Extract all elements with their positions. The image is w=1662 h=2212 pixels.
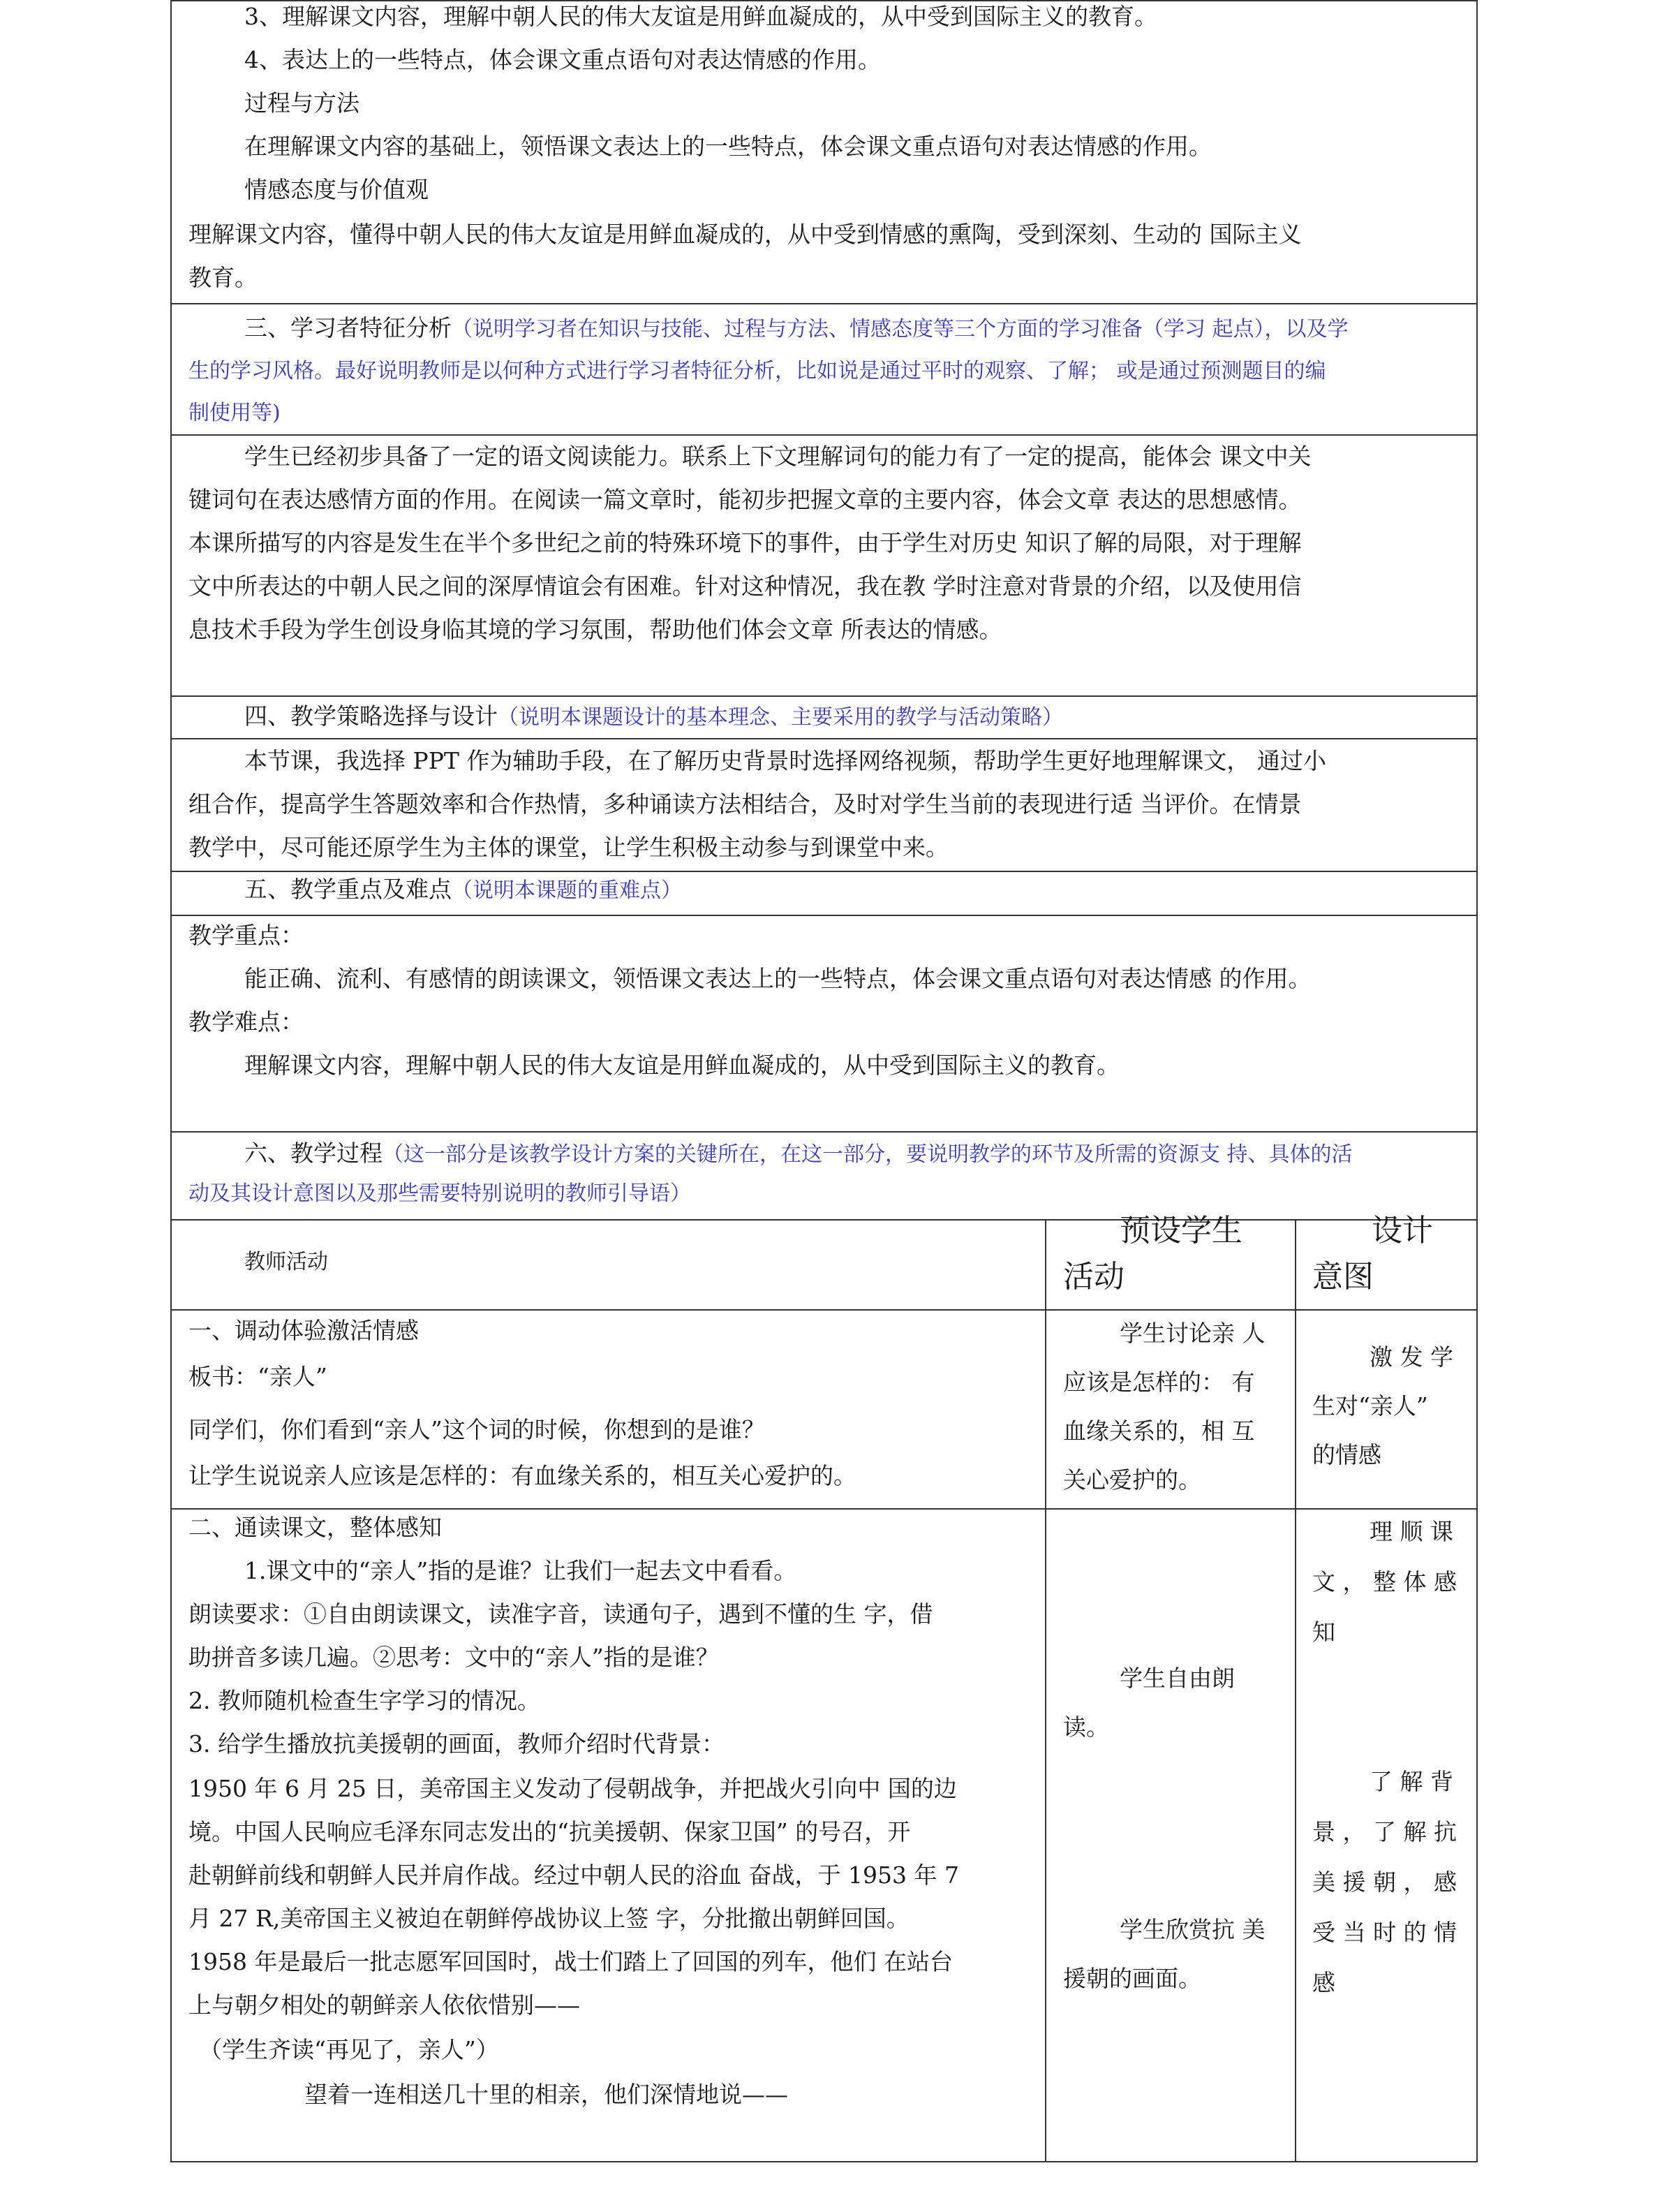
student-activity-line: 学生自由朗 [1120,1665,1235,1692]
column-divider [1045,1219,1046,2162]
teacher-activity-line: 3. 给学生播放抗美援朝的画面，教师介绍时代背景： [188,1730,725,1757]
teacher-activity-line: 境。中国人民响应毛泽东同志发出的“抗美援朝、保家卫国” 的号召，开 [188,1818,911,1845]
divider [170,695,1478,697]
difficult-point-label: 教学难点： [188,1008,304,1035]
student-activity-line: 应该是怎样的： 有 [1063,1369,1255,1396]
divider [170,1219,1478,1221]
design-intent-line: 生对“亲人” [1312,1392,1428,1420]
student-activity-line: 读。 [1063,1713,1109,1741]
section-note: （这一部分是该教学设计方案的关键所在，在这一部分，要说明教学的环节及所需的资源支 持、具体的活 [383,1142,1353,1167]
divider [170,1309,1478,1311]
design-intent-line: 景 ， 了 解 抗 [1312,1818,1457,1845]
section-4-heading [244,701,1063,733]
divider [170,434,1478,436]
student-activity-line: 血缘关系的，相 互 [1063,1417,1255,1445]
column-header-student: 活动 [1063,1259,1125,1295]
divider [170,1131,1478,1133]
column-header-teacher: 教师活动 [244,1250,328,1274]
section-title: 四、教学策略选择与设计 [244,702,498,730]
objective-line: 教育。 [188,264,258,291]
teacher-activity-line: 月 27 R,美帝国主义被迫在朝鲜停战协议上签 字，分批撤出朝鲜回国。 [188,1905,910,1932]
teacher-activity-line: 让学生说说亲人应该是怎样的：有血缘关系的，相互关心爱护的。 [188,1462,856,1489]
objective-heading: 过程与方法 [244,89,359,117]
column-header-student: 预设学生 [1120,1213,1242,1248]
divider [170,738,1478,739]
student-activity-line: 学生讨论亲 人 [1120,1320,1266,1347]
teacher-activity-line: 助拼音多读几遍。②思考：文中的“亲人”指的是谁？ [188,1644,719,1671]
objective-heading: 情感态度与价值观 [244,176,429,203]
teacher-activity-line: 朗读要求：①自由朗读课文，读准字音，读通句子，遇到不懂的生 字，借 [188,1600,933,1628]
teacher-activity-line: 1958 年是最后一批志愿军回国时，战士们踏上了回国的列车，他们 在站台 [188,1948,953,1975]
paragraph-line: 本节课，我选择 PPT 作为辅助手段，在了解历史背景时选择网络视频，帮助学生更好地理解课文， 通过小 [244,747,1326,774]
objective-line: 在理解课文内容的基础上，领悟课文表达上的一些特点，体会课文重点语句对表达情感的作用。 [244,133,1212,160]
teacher-activity-line: 二、通读课文，整体感知 [188,1514,442,1541]
divider [170,303,1478,304]
design-intent-line: 激 发 学 [1370,1343,1453,1371]
student-activity-line: 学生欣赏抗 美 [1120,1916,1266,1943]
section-note: （说明本课题的重难点） [452,878,682,903]
design-intent-line: 的情感 [1312,1441,1381,1468]
section-3-heading [244,313,1349,345]
column-divider [1295,1219,1296,2162]
paragraph-line: 教学中，尽可能还原学生为主体的课堂，让学生积极主动参与到课堂中来。 [188,834,949,861]
divider [170,915,1478,916]
paragraph-line: 息技术手段为学生创设身临其境的学习氛围，帮助他们体会文章 所表达的情感。 [188,616,1002,643]
teacher-activity-line: 板书：“亲人” [188,1363,327,1390]
teacher-activity-line: 2. 教师随机检查生字学习的情况。 [188,1687,540,1714]
teacher-activity-line: 望着一连相送几十里的相亲，他们深情地说—— [304,2081,788,2108]
teacher-activity-line: 上与朝夕相处的朝鲜亲人依依惜别—— [188,1991,580,2019]
student-activity-line: 援朝的画面。 [1063,1965,1201,1992]
column-header-design: 意图 [1312,1259,1374,1295]
design-intent-line: 受 当 时 的 情 [1312,1919,1457,1946]
section-5-heading [244,874,682,906]
key-point-label: 教学重点： [188,922,304,949]
table-left-border [170,0,172,2162]
teacher-activity-line: 同学们，你们看到“亲人”这个词的时候，你想到的是谁？ [188,1416,765,1443]
student-activity-line: 关心爱护的。 [1063,1466,1201,1494]
column-header-design: 设计 [1372,1213,1433,1248]
design-intent-line: 美 援 朝 ， 感 [1312,1868,1457,1896]
divider [170,871,1478,872]
paragraph-line: 文中所表达的中朝人民之间的深厚情谊会有困难。针对这种情况，我在教 学时注意对背景的介绍，以及使用信 [188,573,1302,600]
section-title: 三、学习者特征分析 [244,314,452,341]
design-intent-line: 感 [1312,1969,1335,1996]
key-point-text: 能正确、流利、有感情的朗读课文，领悟课文表达上的一些特点，体会课文重点语句对表达情感 的作用。 [244,965,1312,992]
design-intent-line: 理 顺 课 [1370,1518,1453,1545]
section-note: 动及其设计意图以及那些需要特别说明的教师引导语） [188,1181,691,1206]
section-note: 生的学习风格。最好说明教师是以何种方式进行学习者特征分析，比如说是通过平时的观察、了解； 或是通过预测题目的编 [188,359,1326,383]
paragraph-line: 学生已经初步具备了一定的语文阅读能力。联系上下文理解词句的能力有了一定的提高，能体会 课文中关 [244,443,1312,470]
difficult-point-text: 理解课文内容，理解中朝人民的伟大友谊是用鲜血凝成的，从中受到国际主义的教育。 [244,1052,1120,1079]
design-intent-line: 文 ， 整 体 感 [1312,1568,1457,1595]
section-note: （说明学习者在知识与技能、过程与方法、情感态度等三个方面的学习准备（学习 起点），以及学 [452,317,1349,341]
table-right-border [1476,0,1478,2162]
section-6-heading [244,1138,1353,1170]
section-title: 五、教学重点及难点 [244,876,452,903]
objective-line: 理解课文内容，懂得中朝人民的伟大友谊是用鲜血凝成的，从中受到情感的熏陶，受到深刻、生动的 国际主义 [188,221,1302,248]
design-intent-line: 了 解 背 [1370,1768,1453,1795]
teacher-activity-line: 一、调动体验激活情感 [188,1317,419,1344]
teacher-activity-line: 1.课文中的“亲人”指的是谁？让我们一起去文中看看。 [244,1557,797,1584]
design-intent-line: 知 [1312,1619,1335,1646]
objective-line: 3、理解课文内容，理解中朝人民的伟大友谊是用鲜血凝成的，从中受到国际主义的教育。 [244,3,1157,30]
divider [170,2161,1478,2162]
section-note: （说明本课题设计的基本理念、主要采用的教学与活动策略） [498,705,1063,730]
divider [170,1508,1478,1510]
teacher-activity-line: 赴朝鲜前线和朝鲜人民并肩作战。经过中朝人民的浴血 奋战，于 1953 年 7 [188,1861,959,1889]
section-note: 制使用等) [188,401,281,425]
teacher-activity-line: 1950 年 6 月 25 日，美帝国主义发动了侵朝战争，并把战火引向中 国的边 [188,1775,957,1802]
section-title: 六、教学过程 [244,1140,383,1167]
paragraph-line: 本课所描写的内容是发生在半个多世纪之前的特殊环境下的事件，由于学生对历史 知识了解的局限，对于理解 [188,529,1302,556]
teacher-activity-line: （学生齐读“再见了，亲人”） [199,2036,499,2063]
paragraph-line: 键词句在表达感情方面的作用。在阅读一篇文章时，能初步把握文章的主要内容，体会文章 表达的思想感情。 [188,486,1302,513]
paragraph-line: 组合作，提高学生答题效率和合作热情，多种诵读方法相结合，及时对学生当前的表现进行适 当评价。在情景 [188,790,1302,818]
objective-line: 4、表达上的一些特点，体会课文重点语句对表达情感的作用。 [244,46,881,73]
